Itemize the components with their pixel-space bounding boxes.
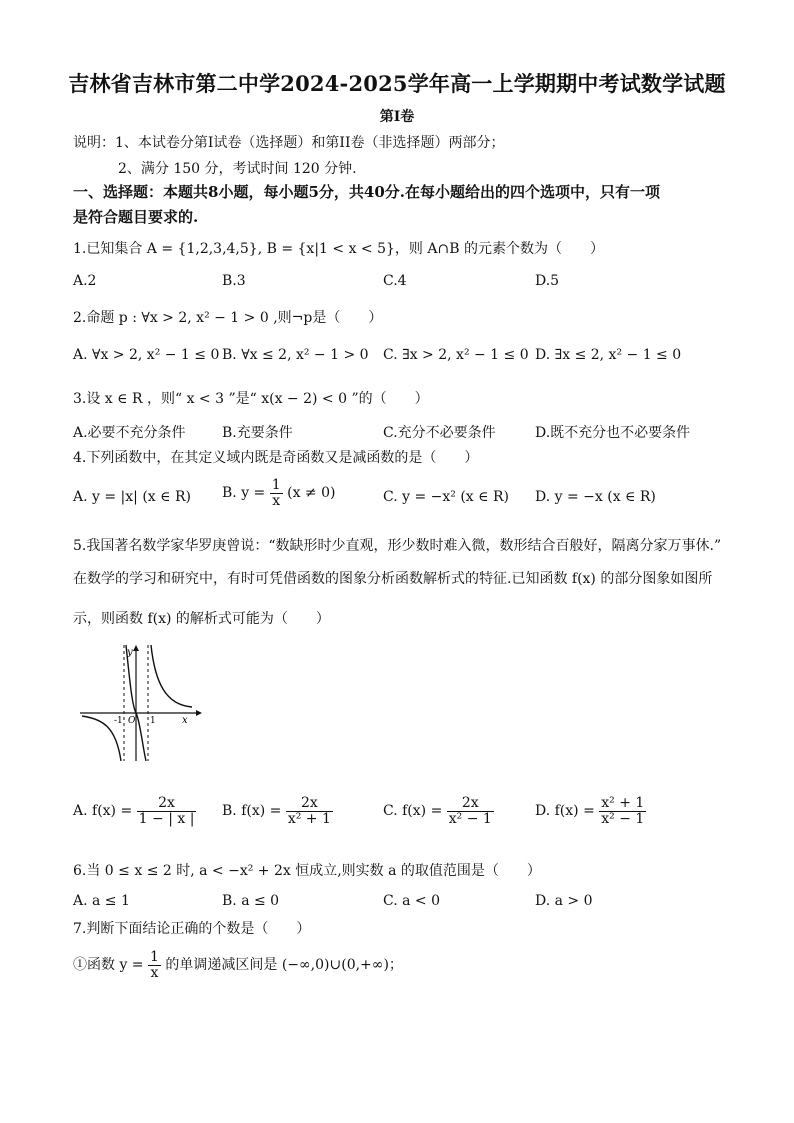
fraction-denominator: 1 − | x |: [138, 810, 195, 827]
tick-label-neg1: -1: [114, 716, 123, 726]
x-axis-label: x: [182, 715, 188, 726]
question-1-option-d: D.5: [535, 273, 560, 289]
option-prefix: B. y =: [222, 485, 270, 502]
section-heading-line-1: 一、选择题：本题共8小题，每小题5分，共40分.在每小题给出的四个选项中，只有一项: [73, 183, 660, 201]
question-6-option-a: A. a ≤ 1: [73, 893, 130, 909]
question-5-line-2: 在数学的学习和研究中，有时可凭借函数的图象分析函数解析式的特征.已知函数 f(x) 的部分图象如图所: [73, 571, 713, 587]
question-5-line-3: 示，则函数 f(x) 的解析式可能为（ ）: [73, 611, 330, 627]
question-7-stem: 7.判断下面结论正确的个数是（ ）: [73, 921, 311, 937]
note-line-1: 说明：1、本试卷分第I试卷（选择题）和第II卷（非选择题）两部分；: [73, 135, 505, 151]
question-4-stem: 4.下列函数中，在其定义域内既是奇函数又是减函数的是（ ）: [73, 450, 479, 466]
fraction-numerator: x² + 1: [601, 795, 645, 811]
fraction-numerator: 2x: [286, 796, 333, 812]
fraction: [447, 796, 494, 826]
fraction-denominator: x: [150, 964, 159, 981]
function-graph: [78, 643, 208, 763]
question-6-stem: 6.当 0 ≤ x ≤ 2 时, a < −x² + 2x 恒成立,则实数 a 的取值范围是（ ）: [73, 863, 541, 879]
question-5-option-c: [383, 796, 494, 826]
curve-right-branch: [151, 645, 192, 707]
fraction-numerator: 1: [150, 949, 159, 965]
origin-label: O: [128, 716, 136, 726]
fraction-denominator: x² + 1: [287, 810, 331, 827]
question-3-option-c: C.充分不必要条件: [383, 425, 496, 441]
item-suffix: 的单调递减区间是 (−∞,0)∪(0,+∞)；: [160, 957, 403, 974]
fraction-numerator: 2x: [137, 796, 197, 812]
question-4-option-a: A. y = |x| (x ∈ R): [73, 489, 191, 505]
fraction: [137, 796, 197, 826]
fraction-numerator: 2x: [447, 796, 494, 812]
question-2-option-c: C. ∃x > 2, x² − 1 ≤ 0: [383, 347, 529, 363]
option-prefix: D. f(x) =: [535, 803, 600, 820]
fraction-denominator: x: [272, 492, 281, 509]
question-2-stem: 2.命题 p : ∀x > 2, x² − 1 > 0 ,则¬p是（ ）: [73, 310, 383, 326]
page-title: 吉林省吉林市第二中学2024-2025学年高一上学期期中考试数学试题: [68, 71, 726, 96]
question-6-option-c: C. a < 0: [383, 893, 440, 909]
question-2-option-a: A. ∀x > 2, x² − 1 ≤ 0: [73, 347, 220, 363]
x-axis-arrow: [196, 710, 202, 716]
fraction: [270, 478, 283, 508]
fraction: [286, 796, 333, 826]
option-prefix: B. f(x) =: [222, 803, 286, 820]
option-prefix: C. f(x) =: [383, 803, 447, 820]
question-6-option-d: D. a > 0: [535, 893, 593, 909]
question-4-option-c: C. y = −x² (x ∈ R): [383, 489, 509, 505]
question-7-item-1: [73, 950, 403, 980]
note-line-2: 2、满分 150 分，考试时间 120 分钟.: [118, 161, 357, 177]
question-1-stem: 1.已知集合 A = {1,2,3,4,5}, B = {x|1 < x < 5}，则 A∩B 的元素个数为（ ）: [73, 241, 604, 257]
question-5-option-a: [73, 796, 196, 826]
question-3-option-b: B.充要条件: [222, 425, 293, 441]
fraction: [599, 796, 646, 826]
option-prefix: A. f(x) =: [73, 803, 137, 820]
question-5-option-d: [535, 796, 646, 826]
fraction-numerator: 1: [271, 477, 281, 493]
y-axis-arrow: [133, 645, 139, 651]
tick-label-1: 1: [150, 716, 156, 726]
volume-subtitle: 第I卷: [379, 109, 415, 125]
question-1-option-a: A.2: [73, 273, 97, 289]
question-6-option-b: B. a ≤ 0: [222, 893, 280, 909]
question-2-option-b: B. ∀x ≤ 2, x² − 1 > 0: [222, 347, 369, 363]
item-prefix: ①函数 y =: [73, 957, 148, 974]
question-2-option-d: D. ∃x ≤ 2, x² − 1 ≤ 0: [535, 347, 682, 363]
y-axis-label: y: [127, 647, 133, 658]
fraction-denominator: x² − 1: [601, 810, 645, 827]
fraction: [148, 950, 161, 980]
option-suffix: (x ≠ 0): [282, 485, 336, 502]
question-1-option-b: B.3: [222, 273, 246, 289]
question-4-option-d: D. y = −x (x ∈ R): [535, 489, 656, 505]
question-3-option-d: D.既不充分也不必要条件: [535, 425, 691, 441]
question-5-line-1: 5.我国著名数学家华罗庚曾说：“数缺形时少直观，形少数时难入微，数形结合百般好，隔离分家万事休.”: [73, 538, 722, 554]
fraction-denominator: x² − 1: [448, 810, 492, 827]
question-3-option-a: A.必要不充分条件: [73, 425, 186, 441]
question-5-option-b: [222, 796, 333, 826]
section-heading-line-2: 是符合题目要求的.: [73, 208, 199, 226]
question-3-stem: 3.设 x ∈ R ，则“ x < 3 ”是“ x(x − 2) < 0 ”的（ ）: [73, 391, 429, 407]
question-4-option-b: [222, 478, 335, 508]
question-1-option-c: C.4: [383, 273, 407, 289]
